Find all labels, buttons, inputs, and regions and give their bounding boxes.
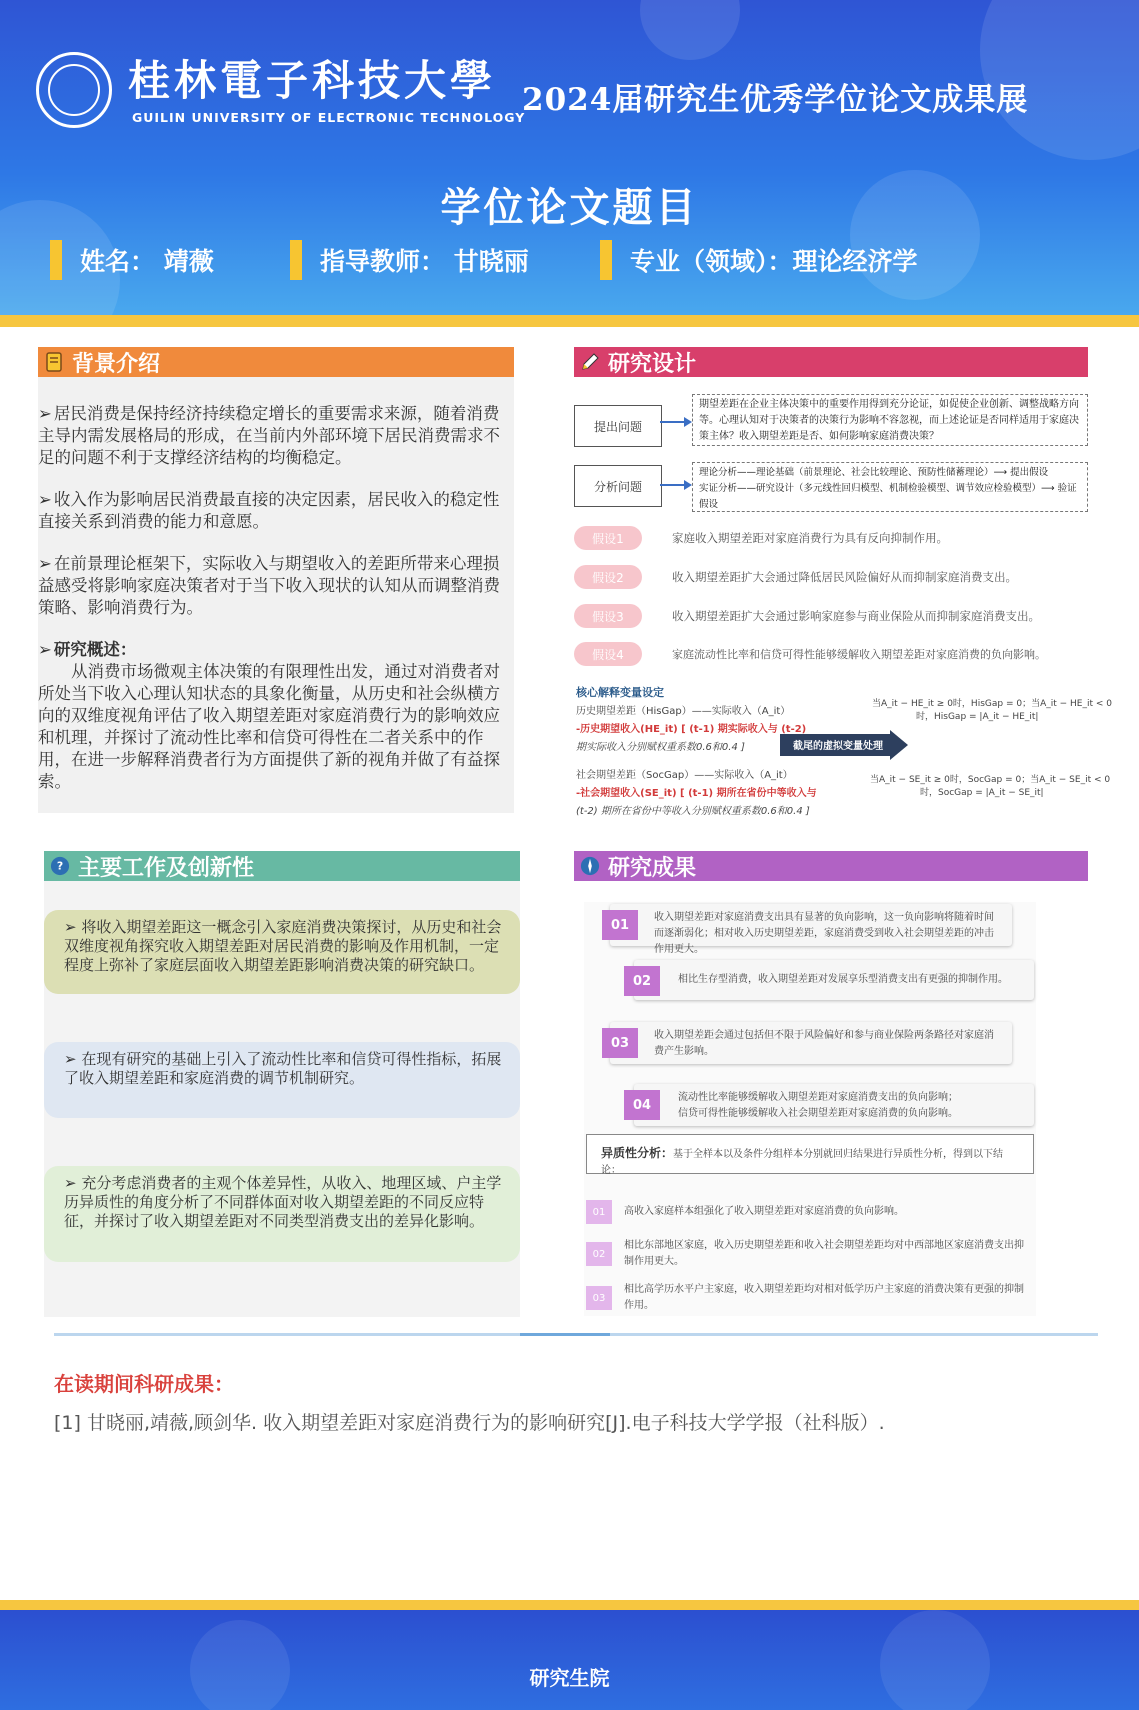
hisgap-def: 历史期望差距（HisGap）——实际收入（A_it） xyxy=(576,706,791,717)
university-name-cn: 桂林電子科技大學 xyxy=(128,56,497,105)
hetero-number: 02 xyxy=(586,1242,612,1266)
footer-organization: 研究生院 xyxy=(529,1666,610,1690)
work-item-1: ➢ 将收入期望差距这一概念引入家庭消费决策探讨，从历史和社会双维度视角探究收入期望差距对居民消费的影响及作用机制，一定程度上弥补了家庭层面收入期望差距影响消费决策的研究缺口。 xyxy=(44,910,520,994)
question-box-raise: 提出问题 xyxy=(574,405,662,447)
work-item-2: ➢ 在现有研究的基础上引入了流动性比率和信贷可得性指标，拓展了收入期望差距和家庭消费的调节机制研究。 xyxy=(44,1042,520,1118)
finding-number: 01 xyxy=(602,910,638,940)
finding-number: 03 xyxy=(602,1028,638,1058)
finding-card: 流动性比率能够缓解收入期望差距对家庭消费支出的负向影响； 信贷可得性能够缓解收入社会期望差距对家庭消费的负向影响。 xyxy=(634,1084,1034,1126)
design-section-header: 研究设计 xyxy=(574,347,1088,377)
results-section-header: 研究成果 xyxy=(574,851,1088,881)
finding-card: 收入期望差距会通过包括但不限于风险偏好和参与商业保险两条路径对家庭消费产生影响。 xyxy=(610,1022,1012,1064)
question-analyze-text: 理论分析——理论基础（前景理论、社会比较理论、预防性储蓄理论）⟶ 提出假设 实证分析——研究设计（多元线性回归模型、机制检验模型、调节效应检验模型）⟶ 验证假设 xyxy=(692,462,1088,512)
hypothesis-1: 假设1 家庭收入期望差距对家庭消费行为具有反向抑制作用。 xyxy=(574,526,948,550)
finding-card: 相比生存型消费，收入期望差距对发展享乐型消费支出有更强的抑制作用。 xyxy=(634,960,1034,1000)
socgap-weights: (t-2) 期所在省份中等收入分别赋权重系数0.6和0.4 ] xyxy=(576,806,810,817)
background-paragraph: ➢ 收入作为影响居民消费最直接的决定因素，居民收入的稳定性直接关系到消费的能力和意愿。 xyxy=(38,490,500,531)
top-accent-band xyxy=(0,315,1139,327)
achievements-title: 在读期间科研成果： xyxy=(54,1372,234,1396)
question-raise-text: 期望差距在企业主体决策中的重要作用得到充分论证，如促使企业创新、调整战略方向等。心理认知对于决策者的决策行为影响不容忽视，而上述论证是否同样适用于家庭决策主体？收入期望差距是否、如何影响家庭消费决策？ xyxy=(692,394,1088,446)
hisgap-expected: -历史期望收入(HE_it) [ (t-1) 期实际收入与 (t-2) xyxy=(576,724,807,735)
background-paragraph: ➢ 居民消费是保持经济持续稳定增长的重要需求来源，随着消费主导内需发展格局的形成，在当前内外部环境下居民消费需求不足的问题不利于支撑经济结构的均衡稳定。 xyxy=(38,404,500,467)
socgap-formula: 当A_it − SE_it ≥ 0时，SocGap = 0；当A_it − SE_it < 0 时，SocGap = |A_it − SE_it| xyxy=(870,775,1111,798)
hisgap-weights: 期实际收入分别赋权重系数0.6和0.4 ] xyxy=(576,742,745,753)
user-question-icon xyxy=(50,856,70,876)
hetero-text: 高收入家庭样本组强化了收入期望差距对家庭消费的负向影响。 xyxy=(624,1206,904,1217)
book-icon xyxy=(44,352,64,372)
socgap-expected: -社会期望收入(SE_it) [ (t-1) 期所在省份中等收入与 xyxy=(576,788,817,799)
arrow-right-icon xyxy=(660,415,692,429)
processing-arrow-label: 截尾的虚拟变量处理 xyxy=(793,741,883,752)
question-box-analyze: 分析问题 xyxy=(574,465,662,507)
work-item-3: ➢ 充分考虑消费者的主观个体差异性，从收入、地理区域、户主学历异质性的角度分析了不同群体面对收入期望差距的不同反应特征，并探讨了收入期望差距对不同类型消费支出的差异化影响。 xyxy=(44,1166,520,1262)
achievement-item: [1] 甘晓丽,靖薇,顾剑华. 收入期望差距对家庭消费行为的影响研究[J].电子科技大学学报（社科版）. xyxy=(54,1412,885,1434)
background-paragraph: ➢ 在前景理论框架下，实际收入与期望收入的差距所带来心理损益感受将影响家庭决策者对于当下收入现状的认知从而调整消费策略、影响消费行为。 xyxy=(38,554,500,617)
finding-number: 02 xyxy=(624,966,660,996)
overview-text: 从消费市场微观主体决策的有限理性出发，通过对消费者对所处当下收入心理认知状态的具象化衡量，从历史和社会纵横方向的双维度视角评估了收入期望差距对家庭消费行为的影响效应和机理，并探讨了流动性比率和信贷可得性在二者关系中的作用，在进一步解释消费者行为方面提供了新的视角并做了有益探索。 xyxy=(38,662,500,791)
hypothesis-2: 假设2 收入期望差距扩大会通过降低居民风险偏好从而抑制家庭消费支出。 xyxy=(574,565,1017,589)
university-name-en: GUILIN UNIVERSITY OF ELECTRONIC TECHNOLOGY xyxy=(132,110,526,125)
background-text xyxy=(38,403,514,793)
exhibition-title: 2024届研究生优秀学位论文成果展 xyxy=(522,82,1029,118)
hisgap-formula: 当A_it − HE_it ≥ 0时，HisGap = 0；当A_it − HE_it < 0 时，HisGap = |A_it − HE_it| xyxy=(872,699,1112,722)
hetero-text: 相比高学历水平户主家庭，收入期望差距均对相对低学历户主家庭的消费决策有更强的抑制作用。 xyxy=(624,1284,1024,1311)
hypothesis-3: 假设3 收入期望差距扩大会通过影响家庭参与商业保险从而抑制家庭消费支出。 xyxy=(574,604,1040,628)
pencil-icon xyxy=(580,352,600,372)
background-section-header: 背景介绍 xyxy=(38,347,514,377)
major-field: 专业（领域）：理论经济学 xyxy=(600,240,918,280)
hypothesis-4: 假设4 家庭流动性比率和信贷可得性能够缓解收入期望差距对家庭消费的负向影响。 xyxy=(574,642,1046,666)
poster-footer xyxy=(0,1610,1139,1710)
divider-accent xyxy=(520,1333,610,1336)
compass-icon xyxy=(580,856,600,876)
hetero-number: 03 xyxy=(586,1286,612,1310)
overview-label: ➢ 研究概述： xyxy=(38,640,137,659)
bottom-accent-band xyxy=(0,1600,1139,1610)
student-name: 姓名： 靖薇 xyxy=(50,240,214,280)
hetero-text: 相比东部地区家庭，收入历史期望差距和收入社会期望差距均对中西部地区家庭消费支出抑制作用更大。 xyxy=(624,1240,1024,1267)
socgap-def: 社会期望差距（SocGap）——实际收入（A_it） xyxy=(576,770,793,781)
arrow-right-icon xyxy=(660,478,692,492)
finding-card: 收入期望差距对家庭消费支出具有显著的负向影响，这一负向影响将随着时间而逐渐弱化；相对收入历史期望差距，家庭消费受到收入社会期望差距的冲击作用更大。 xyxy=(610,904,1012,946)
variable-setting-title: 核心解释变量设定 xyxy=(576,686,664,699)
advisor-name: 指导教师： 甘晓丽 xyxy=(290,240,529,280)
svg-text:?: ? xyxy=(56,859,64,873)
university-seal-logo xyxy=(36,52,112,128)
work-section-header: ? 主要工作及创新性 xyxy=(44,851,520,881)
heterogeneity-box: 异质性分析：基于全样本以及条件分组样本分别就回归结果进行异质性分析，得到以下结论： xyxy=(586,1134,1034,1174)
finding-number: 04 xyxy=(624,1090,660,1120)
hetero-number: 01 xyxy=(586,1200,612,1224)
thesis-title: 学位论文题目 xyxy=(440,185,699,231)
poster-header xyxy=(0,0,1139,315)
